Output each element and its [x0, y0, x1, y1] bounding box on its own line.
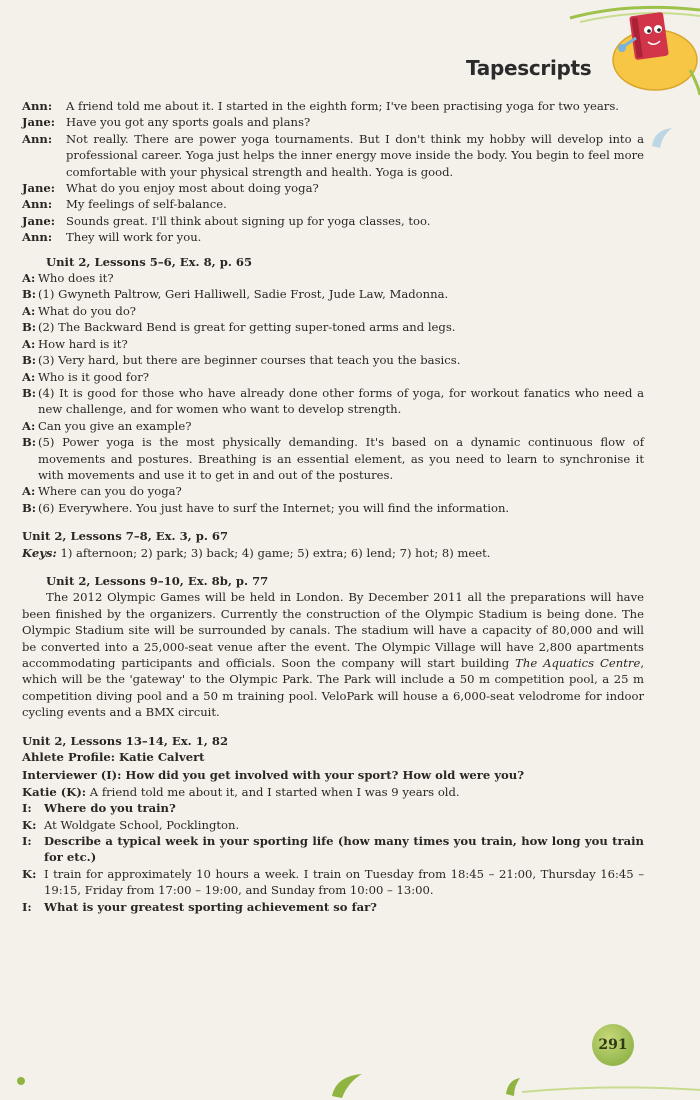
speaker-label: A: — [22, 303, 36, 318]
paragraph-italic: The Aquatics Centre — [515, 656, 641, 670]
speaker-label: Jane: — [22, 115, 56, 130]
dialogue-text: (5) Power yoga is the most physically demanding. It's based on a dynamic continuous flow of movements and postures. Breathing is an essential element, as you need to learn to synchronise it with movements and use it to get in and out of the postures. — [38, 435, 644, 482]
page-number: 291 — [592, 1024, 634, 1066]
dialogue-text: Can you give an example? — [38, 418, 192, 433]
paragraph-text: , which will be the 'gateway' to the Olympic Park. The Park will include a 50 m competition pool, a 25 m competition diving pool and a 50 m training pool. VeloPark will house a 6,000-seat velodrome for indoor cycling events and a BMX circuit. — [22, 656, 644, 720]
dialogue-line — [22, 817, 644, 833]
dialogue-text: I train for approximately 10 hours a week. I train on Tuesday from 18:45 – 21:00, Thursday 16:45 – 19:15, Friday from 17:00 – 19:00, and Sunday from 10:00 – 13:00. — [44, 866, 644, 898]
tapescript-content — [22, 98, 644, 915]
speaker-label: Jane: — [22, 181, 56, 196]
dialogue-text: (3) Very hard, but there are beginner courses that teach you the basics. — [38, 353, 461, 368]
paragraph-text: The 2012 Olympic Games will be held in London. By December 2011 all the preparations will have been finished by the organizers. Currently the construction of the Olympic Stadium is being done. The Olympic Stadium site will be surrounded by canals. The stadium will have a capacity of 80,000 and will be converted into a 25,000-seat venue after the event. The Olympic Village will have 2,800 apartments accommodating participants and officials. Soon the company will start building — [22, 590, 644, 670]
dialogue-text: Where do you train? — [44, 801, 176, 816]
dialogue-line — [22, 319, 644, 335]
speaker-label: A: — [22, 369, 36, 384]
speaker-label: A: — [22, 484, 36, 499]
decorative-leaf-icon — [328, 1070, 368, 1100]
dialogue-text: (2) The Backward Bend is great for getting super-toned arms and legs. — [38, 320, 456, 335]
speaker-label: Ann: — [22, 131, 53, 146]
dialogue-line — [22, 114, 644, 130]
dialogue-text: A friend told me about it, and I started when I was 9 years old. — [89, 784, 460, 799]
dialogue-text: (1) Gwyneth Paltrow, Geri Halliwell, Sadie Frost, Jude Law, Madonna. — [38, 287, 449, 302]
decorative-swoosh-icon — [502, 1072, 700, 1100]
dialogue-line — [22, 369, 644, 385]
speaker-label: I: — [22, 834, 32, 849]
dialogue-text: Not really. There are power yoga tournaments. But I don't think my hobby will develop into a professional career. Yoga just helps the inner energy move inside the body. You begin to feel more comfortable with your physical strength and health. Yoga is good. — [66, 131, 644, 179]
speaker-label: B: — [22, 353, 37, 368]
dialogue-line — [22, 336, 644, 352]
keys-label: Keys: — [22, 545, 57, 560]
dialogue-line — [22, 286, 644, 302]
dialogue-line — [22, 180, 644, 196]
section-subheading: Ahlete Profile: Katie Calvert — [22, 750, 205, 765]
dialogue-text: (4) It is good for those who have already done other forms of yoga, for workout fanatics who need a new challenge, and for women who want to develop strength. — [38, 385, 644, 417]
dialogue-yoga — [22, 98, 644, 246]
speaker-label: K: — [22, 866, 37, 881]
dialogue-text: Have you got any sports goals and plans? — [66, 115, 311, 130]
dialogue-line — [22, 270, 644, 286]
dialogue-text: Where can you do yoga? — [38, 484, 182, 499]
speaker-label: K: — [22, 817, 37, 832]
book-mascot-icon — [560, 0, 700, 100]
dialogue-text: At Woldgate School, Pocklington. — [44, 817, 240, 832]
speaker-label: B: — [22, 320, 37, 335]
speaker-label: A: — [22, 271, 36, 286]
speaker-label: B: — [22, 500, 37, 515]
speaker-label: Ann: — [22, 197, 53, 212]
speaker-label: B: — [22, 435, 37, 450]
speaker-label: A: — [22, 336, 36, 351]
dialogue-text: What do you enjoy most about doing yoga? — [66, 181, 319, 196]
dialogue-line — [22, 434, 644, 483]
dialogue-text: Who does it? — [38, 271, 114, 286]
speaker-label: B: — [22, 287, 37, 302]
dialogue-line — [22, 303, 644, 319]
page-title: Tapescripts — [466, 56, 592, 80]
decorative-leaf-icon — [644, 118, 684, 158]
dialogue-line — [22, 899, 644, 915]
dialogue-text: Describe a typical week in your sporting life (how many times you train, how long you train for etc.) — [44, 834, 644, 865]
keys-text: 1) afternoon; 2) park; 3) back; 4) game; 5) extra; 6) lend; 7) hot; 8) meet. — [60, 545, 491, 560]
dialogue-line — [22, 213, 644, 229]
dialogue-line — [22, 500, 644, 516]
decorative-dot-icon — [14, 1074, 28, 1088]
dialogue-line — [22, 196, 644, 212]
dialogue-line — [22, 833, 644, 866]
dialogue-line — [22, 866, 644, 899]
section-heading: Unit 2, Lessons 13–14, Ex. 1, 82 — [22, 733, 229, 748]
speaker-label: I: — [22, 801, 32, 816]
dialogue-text: A friend told me about it. I started in the eighth form; I've been practising yoga for two years. — [66, 99, 619, 113]
dialogue-line — [22, 418, 644, 434]
dialogue-text: What is your greatest sporting achievement so far? — [44, 899, 377, 914]
dialogue-line — [22, 800, 644, 816]
dialogue-text: How hard is it? — [38, 336, 128, 351]
dialogue-line — [22, 131, 644, 180]
dialogue-text: What do you do? — [38, 303, 137, 318]
dialogue-text: My feelings of self-balance. — [66, 197, 227, 212]
speaker-label: B: — [22, 385, 37, 400]
dialogue-line — [22, 483, 644, 499]
dialogue-text: Who is it good for? — [38, 369, 149, 384]
dialogue-text: Sounds great. I'll think about signing up for yoga classes, too. — [66, 213, 431, 228]
speaker-label: Ann: — [22, 230, 53, 245]
speaker-label: Katie (K): — [22, 784, 87, 799]
olympics-paragraph — [22, 589, 644, 720]
katie-intro — [22, 784, 644, 800]
answer-keys — [22, 545, 644, 561]
section-heading: Unit 2, Lessons 9–10, Ex. 8b, p. 77 — [46, 573, 269, 588]
section-heading: Unit 2, Lessons 5–6, Ex. 8, p. 65 — [46, 254, 253, 269]
dialogue-line — [22, 98, 644, 114]
dialogue-text: They will work for you. — [66, 230, 202, 245]
speaker-label: Ann: — [22, 99, 53, 113]
speaker-label: Jane: — [22, 213, 56, 228]
interviewer-intro: Interviewer (I): How did you get involved with your sport? How old were you? — [22, 768, 525, 783]
dialogue-text: (6) Everywhere. You just have to surf the Internet; you will find the information. — [38, 500, 510, 515]
dialogue-line — [22, 352, 644, 368]
speaker-label: A: — [22, 418, 36, 433]
speaker-label: I: — [22, 899, 32, 914]
section-heading: Unit 2, Lessons 7–8, Ex. 3, p. 67 — [22, 529, 229, 544]
dialogue-line — [22, 229, 644, 245]
dialogue-section-1 — [22, 270, 644, 516]
dialogue-line — [22, 385, 644, 418]
